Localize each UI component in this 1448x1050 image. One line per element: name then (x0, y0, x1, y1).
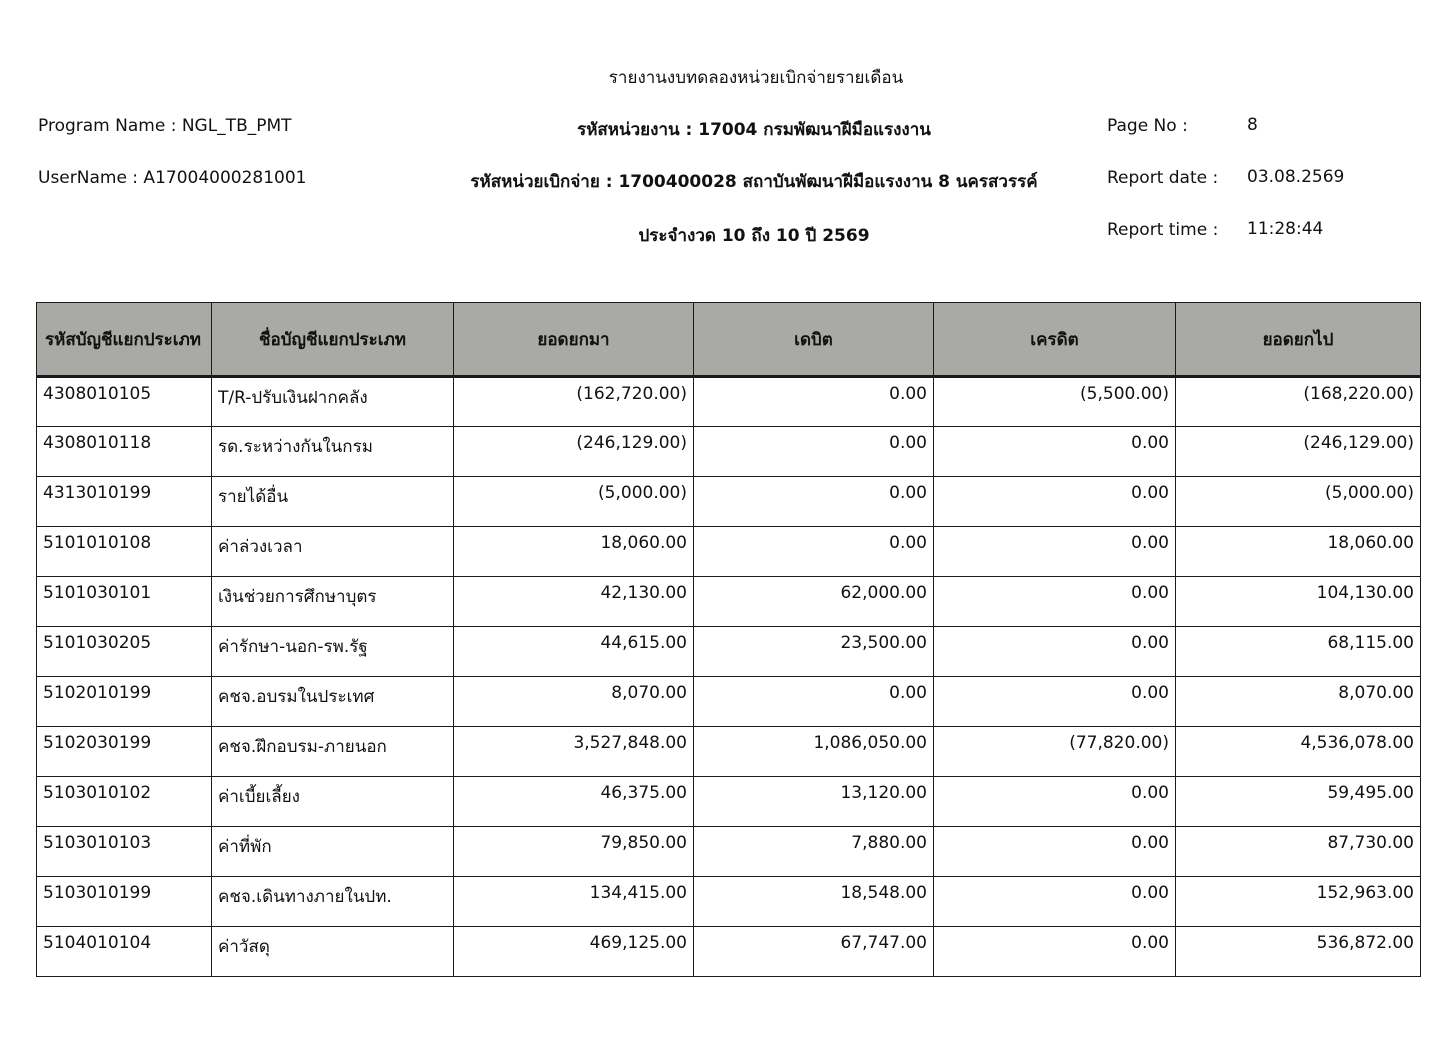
cell-brought-forward: 134,415.00 (454, 877, 694, 927)
cell-debit: 18,548.00 (694, 877, 934, 927)
cell-credit: 0.00 (934, 427, 1176, 477)
table-row (37, 827, 1421, 877)
cell-carried-forward: 18,060.00 (1176, 527, 1421, 577)
cell-debit: 0.00 (694, 427, 934, 477)
cell-brought-forward: 44,615.00 (454, 627, 694, 677)
table-header-row (37, 303, 1421, 377)
table-row (37, 477, 1421, 527)
cell-account-code: 5104010104 (37, 927, 212, 977)
cell-account-name: รายได้อื่น (212, 477, 454, 527)
cell-account-code: 5102010199 (37, 677, 212, 727)
table-row (37, 927, 1421, 977)
cell-credit: 0.00 (934, 477, 1176, 527)
cell-debit: 0.00 (694, 377, 934, 427)
cell-carried-forward: 8,070.00 (1176, 677, 1421, 727)
cell-debit: 67,747.00 (694, 927, 934, 977)
cell-brought-forward: 3,527,848.00 (454, 727, 694, 777)
cell-credit: (77,820.00) (934, 727, 1176, 777)
cell-credit: 0.00 (934, 777, 1176, 827)
report-time-value: 11:28:44 (1247, 219, 1324, 239)
report-date-label: Report date : (1107, 168, 1219, 188)
cell-account-code: 5103010103 (37, 827, 212, 877)
cell-brought-forward: 18,060.00 (454, 527, 694, 577)
table-row (37, 677, 1421, 727)
cell-brought-forward: 8,070.00 (454, 677, 694, 727)
cell-carried-forward: 536,872.00 (1176, 927, 1421, 977)
period-line: ประจำงวด 10 ถึง 10 ปี 2569 (638, 226, 870, 246)
cell-credit: 0.00 (934, 527, 1176, 577)
cell-carried-forward: (246,129.00) (1176, 427, 1421, 477)
cell-account-name: คชจ.ฝึกอบรม-ภายนอก (212, 727, 454, 777)
cell-brought-forward: (162,720.00) (454, 377, 694, 427)
header-carried-forward: ยอดยกไป (1176, 303, 1421, 377)
cell-credit: 0.00 (934, 627, 1176, 677)
cell-account-name: ค่าเบี้ยเลี้ยง (212, 777, 454, 827)
cell-credit: 0.00 (934, 927, 1176, 977)
cell-account-name: ค่าล่วงเวลา (212, 527, 454, 577)
header-account-code: รหัสบัญชีแยกประเภท (37, 303, 212, 377)
cell-account-code: 5101010108 (37, 527, 212, 577)
cell-credit: 0.00 (934, 877, 1176, 927)
cell-carried-forward: 4,536,078.00 (1176, 727, 1421, 777)
cell-debit: 7,880.00 (694, 827, 934, 877)
cell-carried-forward: 59,495.00 (1176, 777, 1421, 827)
cell-brought-forward: 79,850.00 (454, 827, 694, 877)
cell-carried-forward: (5,000.00) (1176, 477, 1421, 527)
cell-credit: 0.00 (934, 827, 1176, 877)
cell-debit: 0.00 (694, 527, 934, 577)
cell-account-code: 4313010199 (37, 477, 212, 527)
cell-account-name: ค่าวัสดุ (212, 927, 454, 977)
cell-credit: (5,500.00) (934, 377, 1176, 427)
cell-account-code: 5103010102 (37, 777, 212, 827)
cell-carried-forward: 104,130.00 (1176, 577, 1421, 627)
table-row (37, 777, 1421, 827)
cell-account-code: 5102030199 (37, 727, 212, 777)
header-credit: เครดิต (934, 303, 1176, 377)
cell-brought-forward: 46,375.00 (454, 777, 694, 827)
cell-brought-forward: 469,125.00 (454, 927, 694, 977)
table-row (37, 727, 1421, 777)
cell-brought-forward: (246,129.00) (454, 427, 694, 477)
report-title: รายงานงบทดลองหน่วยเบิกจ่ายรายเดือน (608, 68, 904, 88)
cell-credit: 0.00 (934, 577, 1176, 627)
disbursement-unit-line: รหัสหน่วยเบิกจ่าย : 1700400028 สถาบันพัฒนาฝีมือแรงงาน 8 นครสวรรค์ (470, 172, 1038, 192)
cell-account-code: 4308010118 (37, 427, 212, 477)
cell-account-name: เงินช่วยการศึกษาบุตร (212, 577, 454, 627)
cell-account-code: 5101030205 (37, 627, 212, 677)
cell-account-name: คชจ.เดินทางภายในปท. (212, 877, 454, 927)
cell-account-name: ค่าที่พัก (212, 827, 454, 877)
table-row (37, 377, 1421, 427)
user-name: UserName : A17004000281001 (38, 168, 307, 188)
cell-account-name: T/R-ปรับเงินฝากคลัง (212, 377, 454, 427)
table-row (37, 577, 1421, 627)
cell-debit: 0.00 (694, 677, 934, 727)
header-account-name: ชื่อบัญชีแยกประเภท (212, 303, 454, 377)
cell-brought-forward: 42,130.00 (454, 577, 694, 627)
page-no-label: Page No : (1107, 116, 1188, 136)
cell-carried-forward: 87,730.00 (1176, 827, 1421, 877)
header-debit: เดบิต (694, 303, 934, 377)
header-brought-forward: ยอดยกมา (454, 303, 694, 377)
cell-account-name: ค่ารักษา-นอก-รพ.รัฐ (212, 627, 454, 677)
trial-balance-table (36, 302, 1421, 977)
cell-account-code: 5101030101 (37, 577, 212, 627)
table-row (37, 527, 1421, 577)
cell-debit: 0.00 (694, 477, 934, 527)
table-body (37, 377, 1421, 977)
report-date-value: 03.08.2569 (1247, 167, 1345, 187)
table-row (37, 877, 1421, 927)
agency-line: รหัสหน่วยงาน : 17004 กรมพัฒนาฝีมือแรงงาน (577, 120, 931, 140)
cell-debit: 1,086,050.00 (694, 727, 934, 777)
cell-carried-forward: 68,115.00 (1176, 627, 1421, 677)
cell-debit: 23,500.00 (694, 627, 934, 677)
table-row (37, 427, 1421, 477)
cell-carried-forward: (168,220.00) (1176, 377, 1421, 427)
cell-debit: 62,000.00 (694, 577, 934, 627)
program-name: Program Name : NGL_TB_PMT (38, 116, 292, 136)
page-no-value: 8 (1247, 115, 1258, 135)
cell-credit: 0.00 (934, 677, 1176, 727)
cell-brought-forward: (5,000.00) (454, 477, 694, 527)
cell-carried-forward: 152,963.00 (1176, 877, 1421, 927)
cell-account-name: คชจ.อบรมในประเทศ (212, 677, 454, 727)
report-time-label: Report time : (1107, 220, 1219, 240)
cell-account-code: 4308010105 (37, 377, 212, 427)
table-row (37, 627, 1421, 677)
cell-account-name: รด.ระหว่างกันในกรม (212, 427, 454, 477)
cell-debit: 13,120.00 (694, 777, 934, 827)
cell-account-code: 5103010199 (37, 877, 212, 927)
